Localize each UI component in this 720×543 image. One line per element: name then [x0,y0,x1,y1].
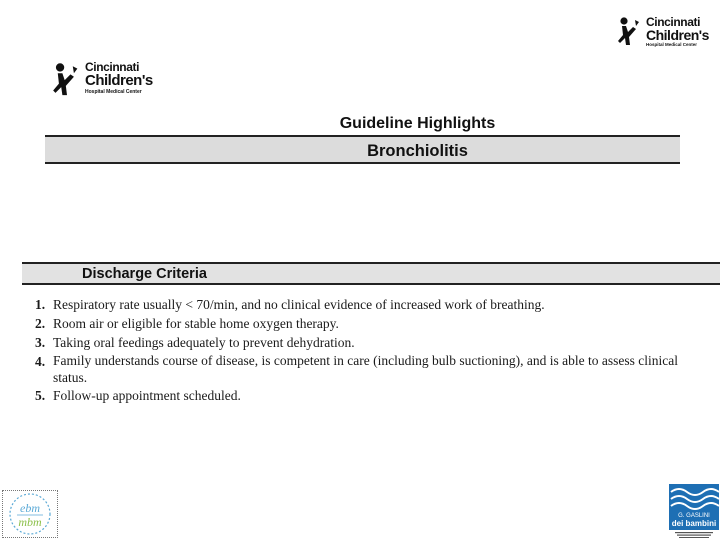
item-number: 3. [35,335,46,350]
guideline-heading: Guideline Highlights [339,115,496,132]
gaslini-subname: dei bambini [671,519,717,528]
item-text: Follow-up appointment scheduled. [53,388,241,403]
child-figure-icon [52,61,82,97]
item-text: Family understands course of disease, is competent in care (including bulb suctioning), and is able to assess clinical status. [53,353,678,385]
criteria-item [35,314,700,333]
discharge-criteria-section [22,262,720,403]
item-number: 5. [35,388,46,403]
item-number: 4. [35,354,46,369]
item-text: Taking oral feedings adequately to prevent dehydration. [53,335,355,350]
topic-title: Bronchiolitis [45,135,680,164]
logo-line3: Hospital Medical Center [85,89,142,95]
item-number: 2. [35,316,46,331]
criteria-item [35,352,700,386]
cincinnati-childrens-logo [52,61,153,97]
logo-line1: Cincinnati [646,15,701,29]
criteria-item [35,386,700,405]
guideline-title-block [45,111,680,164]
mbm-text: mbm [18,515,42,529]
item-text: Room air or eligible for stable home oxygen therapy. [53,316,339,331]
criteria-item [35,295,700,314]
logo-line3: Hospital Medical Center [646,42,698,47]
logo-line2: Children's [85,72,153,89]
criteria-item [35,333,700,352]
criteria-list [35,295,700,405]
logo-line1: Cincinnati [85,60,140,74]
discharge-criteria-header: Discharge Criteria [22,262,720,285]
ebm-text: ebm [20,501,40,515]
gaslini-logo [669,484,719,538]
item-number: 1. [35,297,46,312]
ebm-logo [2,490,58,538]
gaslini-name: G. GASLINI [678,513,710,519]
item-text: Respiratory rate usually < 70/min, and no clinical evidence of increased work of breathing. [53,297,545,312]
child-figure-icon [617,16,643,46]
cincinnati-childrens-logo-top [617,16,709,48]
logo-line2: Children's [646,27,709,43]
